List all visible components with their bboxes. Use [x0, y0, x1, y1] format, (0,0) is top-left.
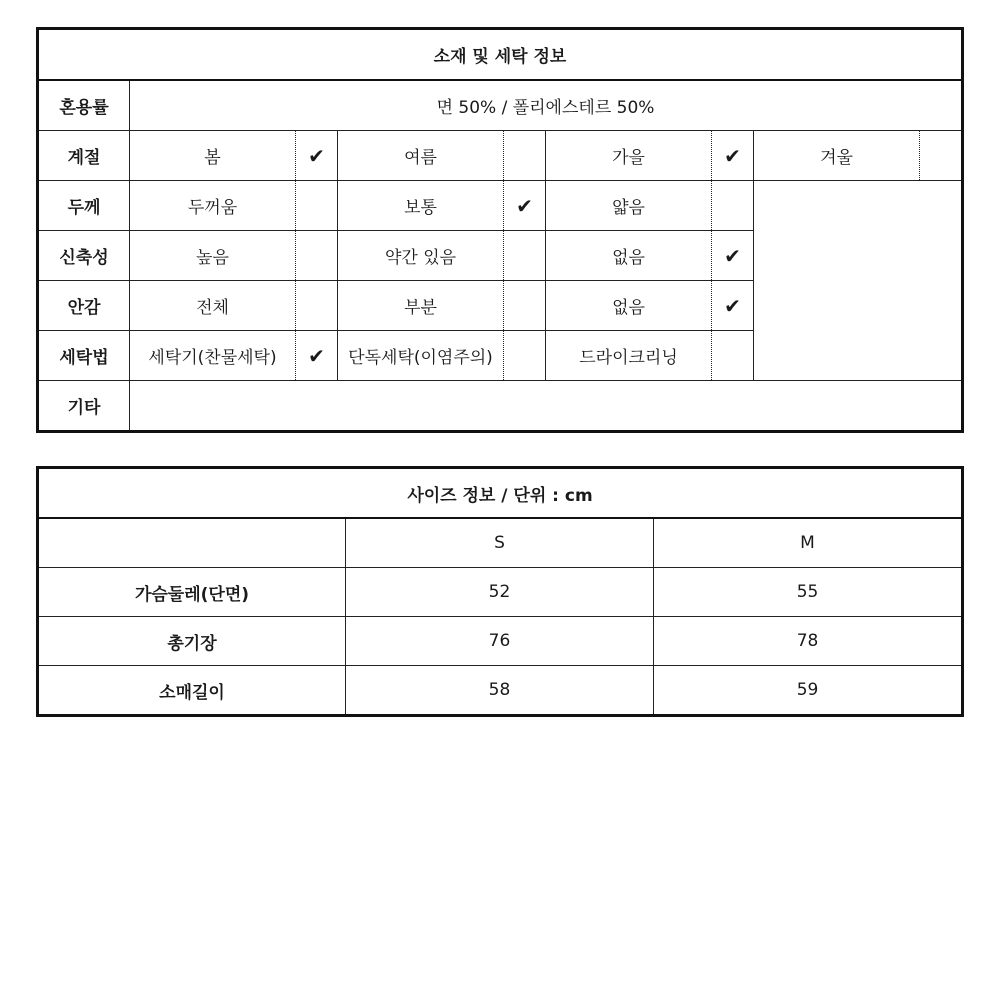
thickness-label: 두께: [38, 181, 130, 231]
washing-label: 세탁법: [38, 331, 130, 381]
washing-check-machine: ✔: [296, 331, 338, 381]
size-header-row: [38, 518, 963, 568]
thickness-check-thin: [712, 181, 754, 231]
care-info-table: [36, 27, 964, 433]
size-column-m: M: [654, 518, 963, 568]
size-header-empty: [38, 518, 346, 568]
length-value-m: 78: [654, 617, 963, 666]
size-table-title: 사이즈 정보 / 단위 : cm: [38, 468, 963, 519]
stretch-check-none: ✔: [712, 231, 754, 281]
size-column-s: S: [346, 518, 654, 568]
season-check-autumn: ✔: [712, 131, 754, 181]
season-option-summer: 여름: [338, 131, 504, 181]
lining-check-partial: [504, 281, 546, 331]
stretch-option-high: 높음: [130, 231, 296, 281]
season-option-autumn: 가을: [546, 131, 712, 181]
etc-label: 기타: [38, 381, 130, 432]
sleeve-value-m: 59: [654, 666, 963, 716]
stretch-label: 신축성: [38, 231, 130, 281]
season-label: 계절: [38, 131, 130, 181]
season-row: [38, 131, 963, 181]
season-option-winter: 겨울: [754, 131, 920, 181]
thickness-option-thin: 얇음: [546, 181, 712, 231]
length-label: 총기장: [38, 617, 346, 666]
thickness-check-thick: [296, 181, 338, 231]
lining-option-partial: 부분: [338, 281, 504, 331]
season-check-winter: [920, 131, 963, 181]
washing-check-dry: [712, 331, 754, 381]
lining-option-full: 전체: [130, 281, 296, 331]
chest-value-m: 55: [654, 568, 963, 617]
thickness-row: [38, 181, 963, 231]
chest-label: 가슴둘레(단면): [38, 568, 346, 617]
thickness-check-normal: ✔: [504, 181, 546, 231]
chest-value-s: 52: [346, 568, 654, 617]
sleeve-value-s: 58: [346, 666, 654, 716]
sleeve-label: 소매길이: [38, 666, 346, 716]
season-check-spring: ✔: [296, 131, 338, 181]
stretch-option-some: 약간 있음: [338, 231, 504, 281]
stretch-option-none: 없음: [546, 231, 712, 281]
length-value-s: 76: [346, 617, 654, 666]
empty-block: [754, 181, 963, 381]
size-info-table: [36, 466, 964, 717]
lining-check-full: [296, 281, 338, 331]
washing-check-separate: [504, 331, 546, 381]
table-row: [38, 568, 963, 617]
washing-option-separate: 단독세탁(이염주의): [338, 331, 504, 381]
thickness-option-thick: 두꺼움: [130, 181, 296, 231]
etc-row: [38, 381, 963, 432]
season-check-summer: [504, 131, 546, 181]
lining-check-none: ✔: [712, 281, 754, 331]
care-table-title: 소재 및 세탁 정보: [38, 29, 963, 81]
washing-option-dry: 드라이크리닝: [546, 331, 712, 381]
composition-label: 혼용률: [38, 80, 130, 131]
etc-value: [130, 381, 963, 432]
table-row: [38, 666, 963, 716]
stretch-check-some: [504, 231, 546, 281]
washing-option-machine: 세탁기(찬물세탁): [130, 331, 296, 381]
thickness-option-normal: 보통: [338, 181, 504, 231]
lining-option-none: 없음: [546, 281, 712, 331]
stretch-check-high: [296, 231, 338, 281]
season-option-spring: 봄: [130, 131, 296, 181]
composition-row: [38, 80, 963, 131]
composition-value: 면 50% / 폴리에스테르 50%: [130, 80, 963, 131]
table-row: [38, 617, 963, 666]
lining-label: 안감: [38, 281, 130, 331]
